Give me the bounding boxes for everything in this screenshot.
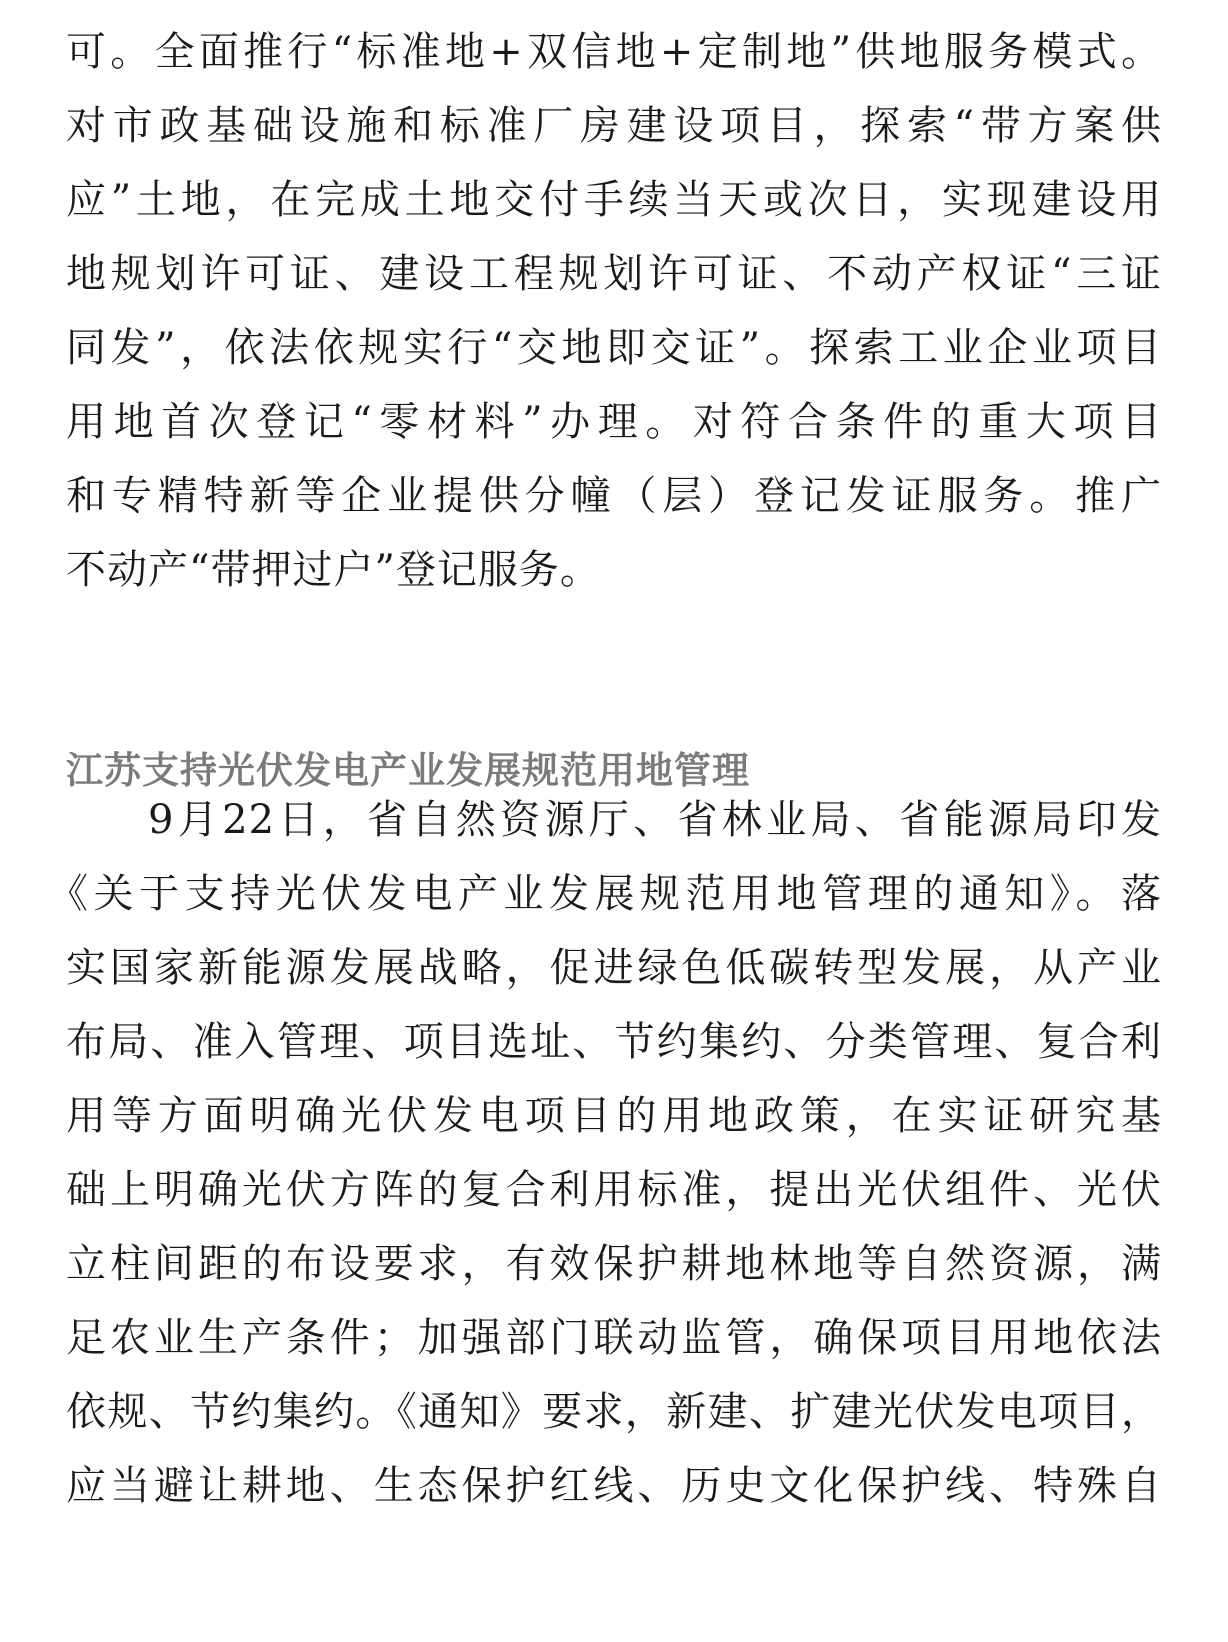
paragraph-line: 布局、准入管理、项目选址、节约集约、分类管理、复合利 [66,1019,1162,1065]
paragraph-line: 应当避让耕地、生态保护红线、历史文化保护线、特殊自 [66,1463,1162,1509]
paragraph-line: 不动产“带押过户”登记服务。 [66,547,601,593]
paragraph-line: 依规、节约集约。《通知》要求，新建、扩建光伏发电项目， [66,1389,1162,1435]
section-heading: 江苏支持光伏发电产业发展规范用地管理 [66,749,750,792]
paragraph-line: 同发”，依法依规实行“交地即交证”。探索工业企业项目 [66,325,1162,371]
paragraph-line: 对市政基础设施和标准厂房建设项目，探索“带方案供 [66,103,1162,149]
paragraph-line: 础上明确光伏方阵的复合利用标准，提出光伏组件、光伏 [66,1167,1162,1213]
paragraph-line: 地规划许可证、建设工程规划许可证、不动产权证“三证 [66,251,1162,297]
paragraph-line: 足农业生产条件；加强部门联动监管，确保项目用地依法 [66,1315,1162,1361]
paragraph-line: 9月22日，省自然资源厅、省林业局、省能源局印发 [148,797,1162,843]
paragraph-line: 用等方面明确光伏发电项目的用地政策，在实证研究基 [66,1093,1162,1139]
paragraph-line: 和专精特新等企业提供分幢（层）登记发证服务。推广 [66,473,1162,519]
paragraph-line: 用地首次登记“零材料”办理。对符合条件的重大项目 [66,399,1162,445]
paragraph-line: 《关于支持光伏发电产业发展规范用地管理的通知》。落 [48,871,1162,917]
paragraph-line: 立柱间距的布设要求，有效保护耕地林地等自然资源，满 [66,1241,1162,1287]
paragraph-line: 应”土地，在完成土地交付手续当天或次日，实现建设用 [66,177,1162,223]
paragraph-line: 可。全面推行“标准地+双信地+定制地”供地服务模式。 [66,29,1162,75]
paragraph-line: 实国家新能源发展战略，促进绿色低碳转型发展，从产业 [66,945,1162,991]
